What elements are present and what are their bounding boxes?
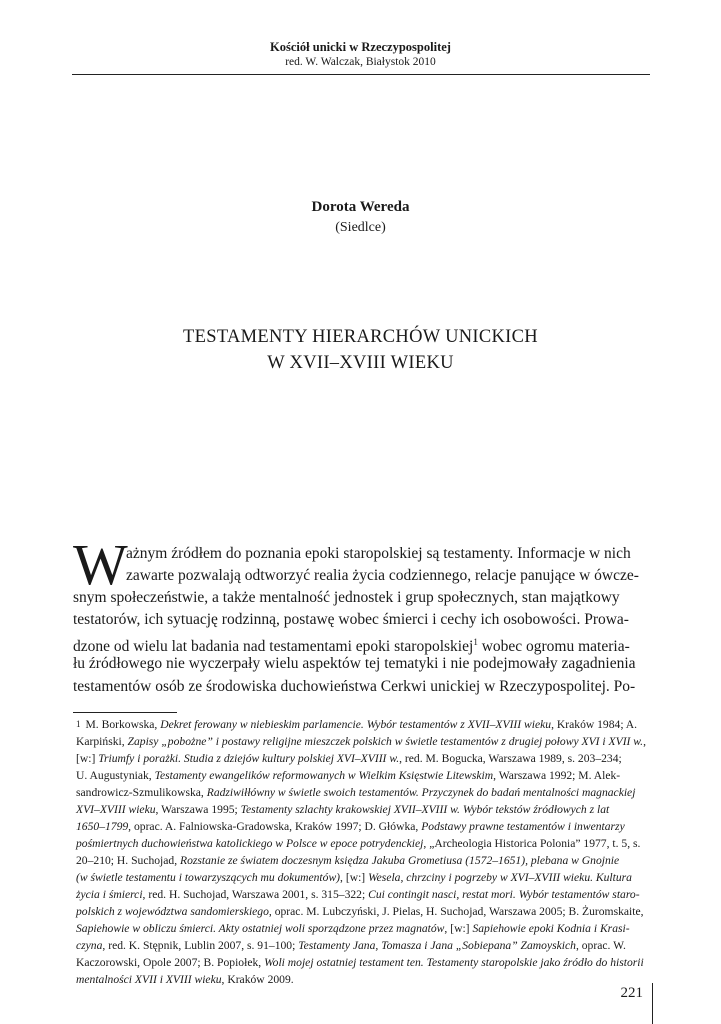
body-line [73,631,654,656]
footnote-line [76,920,654,937]
footnote-line [76,971,654,988]
footnote-line [76,784,654,801]
article-title [0,324,721,376]
running-header-subtitle: red. W. Walczak, Białystok 2010 [285,56,436,68]
footnote-text: , Warszawa 1992; M. Alek- [493,769,621,782]
footnote-italic: Woli mojej ostatniej testament ten. Testamenty staropolskie jako źródło do historii [264,956,644,969]
author-name: Dorota Wereda [311,199,410,215]
footnote-italic: Triumfy i porażki. Studia z dziejów kultury polskiej XVI–XVIII w. [98,752,400,765]
footnote-line [76,818,654,835]
footnote-divider [73,712,177,713]
author-affiliation: (Siedlce) [335,220,386,235]
article-title-line-1: TESTAMENTY HIERARCHÓW UNICKICH [183,327,538,347]
footnote-italic: XVI–XVIII wieku [76,803,156,816]
body-line: łu źródłowego nie wyczerpały wielu aspektów tej tematyki i nie podejmowały zagadnienia [73,655,636,673]
footnote-line [76,733,654,750]
body-line: zawarte pozwalają odtworzyć realia życia codziennego, relacje panujące w ówcze- [126,567,639,585]
body-line: snym społeczeństwie, a także mentalność jednostek i grup społecznych, stan majątkowy [73,589,620,607]
footnote-text: U. Augustyniak, [76,769,155,782]
body-line: ażnym źródłem do poznania epoki staropolskiej są testamenty. Informacje w nich [126,545,631,562]
body-line: testamentów osób ze środowiska duchowieństwa Cerkwi unickiej w Rzeczypospolitej. Po- [73,677,636,695]
article-title-line-2: W XVII–XVIII WIEKU [267,353,454,373]
footnote-text: sandrowicz-Szmulikowska, [76,786,207,799]
running-header-title: Kościół unicki w Rzeczypospolitej [270,40,451,54]
drop-cap: W [73,532,128,597]
footnote-line [76,835,654,852]
footnote-text: Kaczorowski, Opole 2007; B. Popiołek, [76,956,265,969]
footnote-italic: 1650–1799 [76,820,129,833]
footnote-italic: Dekret ferowany w niebieskim parlamencie. Wybór testamentów z XVII–XVIII wieku [160,718,552,731]
footnote-text: , red. M. Bogucka, Warszawa 1989, s. 203–234; [399,752,622,765]
footnote-text: , „Archeologia Historica Polonia” 1977, t. 5, s. [423,837,641,850]
footnote-italic: mentalności XVII i XVIII wieku [76,973,222,986]
footnote-number: 1 [76,719,81,729]
footnote-italic: polskich z województwa sandomierskiego [76,905,269,918]
footnote-line [76,852,654,869]
footnote-italic: Rozstanie ze światem doczesnym księdza Jakuba Grometiusa (1572–1651), plebana w Gnojnie [180,854,620,867]
footnote-italic: pośmiertnych duchowieństwa katolickiego w Polsce w epoce potrydenckiej [76,837,424,850]
footnote-italic: Testamenty ewangelików reformowanych w Wielkim Księstwie Litewskim [154,769,494,782]
footnote-italic: Testamenty szlachty krakowskiej XVII–XVIII w. Wybór tekstów źródłowych z lat [240,803,610,816]
footnote-italic: Zapisy „pobożne” i postawy religijne mieszczek polskich w świetle testamentów z drugiej połowy XVI i XVII w. [127,735,644,748]
footnote-text: , [w:] [340,871,369,884]
footnote-line [76,767,654,784]
footnote-text: , red. H. Suchojad, Warszawa 2001, s. 315–322; [142,888,369,901]
footnote [76,716,654,988]
footnote-text: , [w:] [444,922,473,935]
footnote-line [76,903,654,920]
footnote-italic: Sapiehowie w obliczu śmierci. Akty ostatniej woli sporządzone przez magnatów [76,922,445,935]
footnote-text: M. Borkowska, [85,718,161,731]
body-line: testatorów, ich sytuację rodzinną, postawę wobec śmierci i cechy ich osobowości. Prowa- [73,611,629,629]
footnote-italic: Radziwiłłówny w świetle swoich testamentów. Przyczynek do badań mentalności magnackiej [206,786,636,799]
body-line-text: dzone od wielu lat badania nad testamentami epoki staropolskiej [73,638,474,656]
footnote-text: 20–210; H. Suchojad, [76,854,181,867]
page-number: 221 [620,985,643,1001]
body-line-text: wobec ogromu materia- [481,638,630,656]
footnote-text: , oprac. A. Falniowska-Gradowska, Kraków 1997; D. Główka, [128,820,422,833]
footnote-line [76,869,654,886]
footnote-text: , oprac. W. [575,939,626,952]
footnote-line [76,886,654,903]
footnote-italic: (w świetle testamentu i towarzyszących mu dokumentów) [76,871,341,884]
footnote-text: , Kraków 1984; A. [551,718,638,731]
footnote-line [76,750,654,767]
footnote-italic: życia i śmierci [76,888,143,901]
header-divider [72,74,650,75]
footnote-text: , Kraków 2009. [221,973,294,986]
footnote-italic: Testamenty Jana, Tomasza i Jana „Sobiepana” Zamoyskich [298,939,576,952]
footnote-line [76,937,654,954]
footnote-italic: czyna [76,939,103,952]
footnote-italic: Podstawy prawne testamentów i inwentarzy [421,820,625,833]
body-paragraph [73,543,654,698]
footnote-text: , red. K. Stępnik, Lublin 2007, s. 91–100; [102,939,299,952]
footnote-text: , oprac. M. Lubczyński, J. Pielas, H. Suchojad, Warszawa 2005; B. Żuromskaite, [268,905,644,918]
footnote-text: , Warszawa 1995; [155,803,241,816]
footnote-line [76,801,654,818]
footnote-reference[interactable]: 1 [473,637,478,648]
footnote-line [76,716,654,733]
footnote-text: Karpiński, [76,735,128,748]
page-number-rule [652,983,653,1024]
footnote-italic: Cui contingit nasci, restat mori. Wybór testamentów staro- [368,888,640,901]
footnote-italic: Wesela, chrzciny i pogrzeby w XVI–XVIII wieku. Kultura [368,871,632,884]
footnote-text: [w:] [76,752,99,765]
footnote-line [76,954,654,971]
footnote-text: , [643,735,646,748]
footnote-italic: Sapiehowie epoki Kodnia i Krasi- [472,922,630,935]
